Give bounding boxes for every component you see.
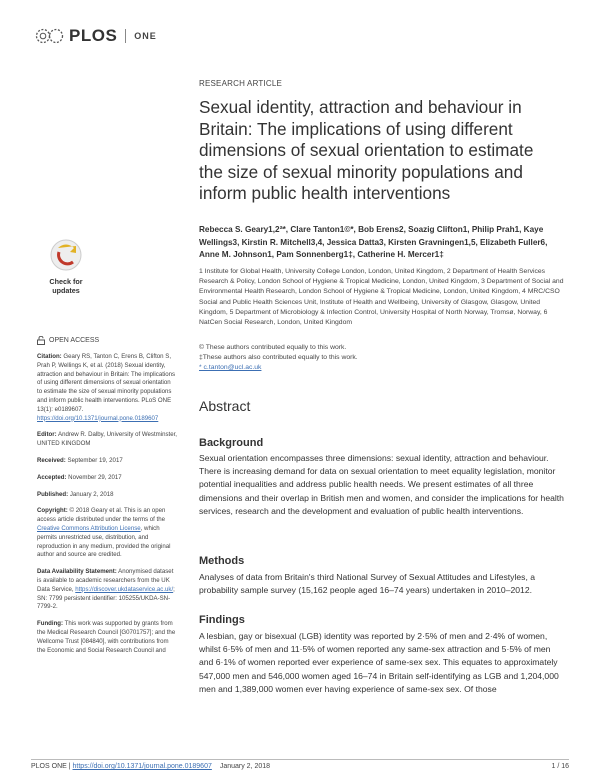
copyright-label: Copyright: xyxy=(37,507,68,515)
article-type: RESEARCH ARTICLE xyxy=(199,79,283,88)
findings-text: A lesbian, gay or bisexual (LGB) identity was reported by 2·5% of men and 2·4% of women, whilst 6·5% of men and 11·5% of women reported any same-sex attraction and 5·5% of men and 6·1% of women reported ever experience of same-sex sex. This equates to approximately 547,000 men and 546,000 women aged 16–74 in Britain self-identifying as LGB and 1,204,000 men and 1,389,000 women ever having experience of same-sex sex. Of those xyxy=(199,631,559,694)
funding-text: This work was supported by grants from the Medical Research Council [G0701757]; and the Wellcome Trust [084840], with contributions from the Economic and Social Research Council and xyxy=(37,620,176,654)
ukdataservice-link[interactable]: https://discover.ukdataservice.ac.uk/ xyxy=(75,585,174,593)
editor-label: Editor: xyxy=(37,431,57,439)
article-info-sidebar xyxy=(37,353,177,663)
open-access-label xyxy=(37,336,99,345)
received-date: September 19, 2017 xyxy=(67,456,123,464)
footer-date: January 2, 2018 xyxy=(219,763,271,770)
footer-divider xyxy=(31,759,569,760)
background-heading: Background xyxy=(199,437,264,449)
accepted-label: Accepted: xyxy=(37,473,67,481)
copyright-text: © 2018 Geary et al. This is an open access article distributed under the terms of the xyxy=(37,507,166,524)
footer-citation xyxy=(31,763,270,770)
check-for-updates-icon xyxy=(36,238,96,272)
accepted-date: November 29, 2017 xyxy=(68,473,122,481)
published-date: January 2, 2018 xyxy=(69,490,114,498)
footer-doi-link[interactable]: https://doi.org/10.1371/journal.pone.0189607 xyxy=(72,763,212,770)
citation-label: Citation: xyxy=(37,353,62,360)
findings-heading: Findings xyxy=(199,614,245,626)
plos-logo[interactable] xyxy=(34,26,157,46)
citation-text: Geary RS, Tanton C, Erens B, Clifton S, Prah P, Wellings K, et al. (2018) Sexual identity, attraction and behaviour in Britain: The implications of using different dimensions of sexual orientation to estimate the size of sexual minority populations and inform public health interventions. PLoS ONE 13(1): e0189607. xyxy=(37,353,176,413)
data-availability-text-2: ; SN: 7799 persistent identifier: 105255/UKDA-SN-7799-2. xyxy=(37,585,175,611)
journal-name: ONE xyxy=(134,31,157,41)
logo-text: PLOS xyxy=(69,26,118,45)
author-list: Rebecca S. Geary1,2ª*, Clare Tanton1©*, Bob Erens2, Soazig Clifton1, Philip Prah1, Kaye Wellings3, Kirstin R. Mitchell3,4, Jessica Datta3, Kirsten Gravningen1,5, Elizabeth Fuller6, Anne M. Johnson1, Pam Sonnenberg1‡, Catherine H. Mercer1‡ xyxy=(199,225,548,259)
author-notes xyxy=(199,343,559,374)
copyright-text-2: , which permits unrestricted use, distribution, and reproduction in any medium, provided the original author and source are credited. xyxy=(37,524,171,559)
equal-contribution-note-2: ‡These authors also contributed equally to this work. xyxy=(199,354,358,362)
data-availability-text: Anonymised dataset is available to academic researchers from the UK Data Service, xyxy=(37,568,174,593)
data-availability-block xyxy=(37,568,177,612)
data-availability-label: Data Availability Statement: xyxy=(37,568,117,576)
badge-line-1: Check for xyxy=(49,277,83,286)
badge-line-2: updates xyxy=(52,286,80,295)
abstract-heading: Abstract xyxy=(199,398,251,414)
funding-label: Funding: xyxy=(37,620,64,628)
received-label: Received: xyxy=(37,456,66,464)
equal-contribution-note: © These authors contributed equally to this work. xyxy=(199,344,347,351)
open-access-text: OPEN ACCESS xyxy=(49,337,100,344)
open-lock-icon xyxy=(37,336,45,345)
background-text: Sexual orientation encompasses three dimensions: sexual identity, attraction and behaviour. There is increasing demand for data on sexual orientation to meet equality legislation, monitor potential inequalities and address public health needs. We present estimates of all three dimensions and their overlap in British men and women, and consider the implications for health services, research and the development and evaluation of public health interventions. xyxy=(199,453,564,516)
copyright-block xyxy=(37,507,177,560)
plos-logo-mark-icon xyxy=(34,27,64,45)
article-title: Sexual identity, attraction and behaviour in Britain: The implications of using different dimensions of sexual orientation to estimate the size of sexual minority populations and inform public health interventions xyxy=(199,97,534,203)
license-link[interactable]: Creative Commons Attribution License xyxy=(37,524,141,532)
accepted-block xyxy=(37,474,177,483)
published-label: Published: xyxy=(37,490,69,498)
editor-text: Andrew R. Dalby, University of Westminster, UNITED KINGDOM xyxy=(37,431,177,448)
footer-journal: PLOS ONE xyxy=(31,763,67,770)
logo-divider xyxy=(125,29,126,43)
editor-block xyxy=(37,431,177,449)
check-for-updates-badge[interactable] xyxy=(36,238,96,298)
affiliations: 1 Institute for Global Health, University College London, London, United Kingdom, 2 Department of Health Services Research & Policy, London School of Hygiene & Tropical Medicine, London, United Kingdom, 3 Department of Social and Environmental Health Research, London School of Hygiene & Tropical Medicine, London, United Kingdom, 4 MRC/CSO Social and Public Health Sciences Unit, Institute of Health and Wellbeing, University of Glasgow, Glasgow, United Kingdom, 5 Department of Microbiology & Infection Control, University Hospital of North Norway, Tromsø, Norway, 6 NatCen Social Research, London, United Kingdom xyxy=(199,268,564,327)
footer-separator: | xyxy=(66,763,73,770)
methods-heading: Methods xyxy=(199,555,245,567)
received-block xyxy=(37,457,177,466)
citation-block xyxy=(37,353,177,423)
page-number: 1 / 16 xyxy=(551,763,569,770)
published-block xyxy=(37,491,177,500)
corresponding-email-link[interactable]: * c.tanton@ucl.ac.uk xyxy=(199,364,262,372)
citation-doi-link[interactable]: https://doi.org/10.1371/journal.pone.0189607 xyxy=(37,414,159,422)
funding-block xyxy=(37,620,177,655)
methods-text: Analyses of data from Britain's third National Survey of Sexual Attitudes and Lifestyles, a probability sample survey (15,162 people aged 16–74 years) undertaken in 2010–2012. xyxy=(199,572,536,596)
